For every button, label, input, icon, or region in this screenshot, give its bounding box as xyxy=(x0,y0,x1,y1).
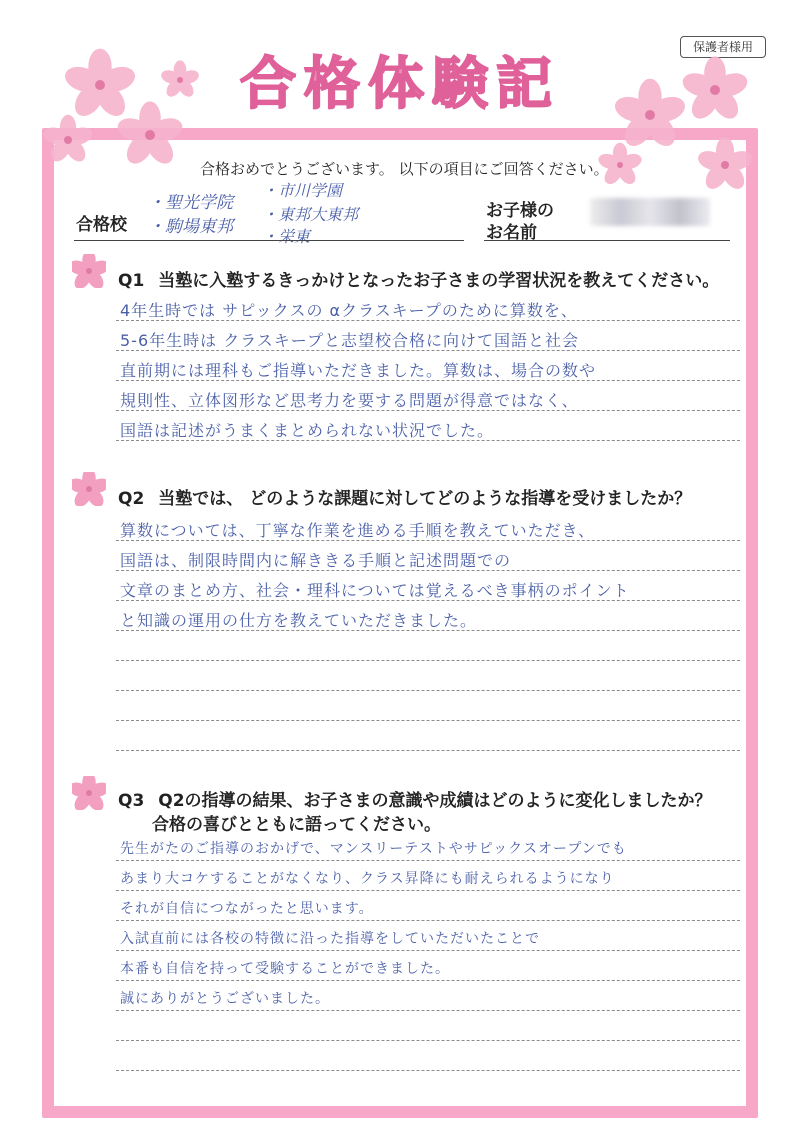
q1-answer-2: 5-6年生時は クラスキープと志望校合格に向けて国語と社会 xyxy=(120,331,579,350)
q3-number: Q3 xyxy=(118,791,145,811)
q2-answer-3: 文章のまとめ方、社会・理科については覚えるべき事柄のポイント xyxy=(120,581,630,600)
q3-line-5 xyxy=(116,980,740,981)
child-name-label-2: お名前 xyxy=(486,223,537,243)
q3-line-2 xyxy=(116,890,740,891)
audience-badge: 保護者様用 xyxy=(680,36,766,58)
intro-text: 合格おめでとうございます。 以下の項目にご回答ください。 xyxy=(200,160,609,178)
child-name-underline xyxy=(484,240,730,241)
q1-answer-5: 国語は記述がうまくまとめられない状況でした。 xyxy=(120,421,495,440)
q2-flower-icon xyxy=(72,472,106,506)
q1-text: 当塾に入塾するきっかけとなったお子さまの学習状況を教えてください。 xyxy=(158,271,720,291)
q1-answer-1: 4年生時では サピックスの αクラスキープのために算数を、 xyxy=(120,301,578,320)
q3-line-1 xyxy=(116,860,740,861)
q1-heading xyxy=(118,266,719,291)
school-label: 合格校 xyxy=(76,215,127,235)
q2-line-8 xyxy=(116,750,740,751)
q3-answer-4: 入試直前には各校の特徴に沿った指導をしていただいたことで xyxy=(120,931,540,947)
q2-line-6 xyxy=(116,690,740,691)
q2-text: 当塾では、 どのような課題に対してどのような指導を受けましたか？ xyxy=(158,489,692,509)
q1-answer-4: 規則性、立体図形など思考力を要する問題が得意ではなく、 xyxy=(120,391,579,410)
q3-heading-2: 合格の喜びとともに語ってください。 xyxy=(152,815,441,835)
school-3: ・市川学園 xyxy=(262,181,343,200)
q2-line-7 xyxy=(116,720,740,721)
school-2: ・駒場東邦 xyxy=(148,217,233,237)
q3-answer-3: それが自信につながったと思います。 xyxy=(120,901,374,917)
q3-answer-2: あまり大コケすることがなくなり、クラス昇降にも耐えられるようになり xyxy=(120,871,615,887)
q2-heading xyxy=(118,484,691,509)
q3-heading xyxy=(118,786,712,811)
school-1: ・聖光学院 xyxy=(148,193,233,213)
q3-line-6 xyxy=(116,1010,740,1011)
q1-flower-icon xyxy=(72,254,106,288)
q3-line-7 xyxy=(116,1040,740,1041)
q3-answer-5: 本番も自信を持って受験することができました。 xyxy=(120,961,450,977)
school-5: ・栄東 xyxy=(262,227,311,246)
child-name-label-1: お子様の xyxy=(486,201,554,221)
q1-number: Q1 xyxy=(118,271,145,291)
q2-number: Q2 xyxy=(118,489,145,509)
q3-answer-1: 先生がたのご指導のおかげで、マンスリーテストやサピックスオープンでも xyxy=(120,841,627,857)
q2-answer-1: 算数については、丁寧な作業を進める手順を教えていただき、 xyxy=(120,521,596,540)
child-name-redacted xyxy=(590,198,710,226)
school-4: ・東邦大東邦 xyxy=(262,205,359,224)
q2-answer-2: 国語は、制限時間内に解ききる手順と記述問題での xyxy=(120,551,512,570)
q3-text: Q2の指導の結果、お子さまの意識や成績はどのように変化しましたか？ xyxy=(158,791,712,811)
q1-answer-3: 直前期には理科もご指導いただきました。算数は、場合の数や xyxy=(120,361,597,380)
q3-flower-icon xyxy=(72,776,106,810)
q2-line-5 xyxy=(116,660,740,661)
school-underline xyxy=(74,240,464,241)
q2-answer-4: と知識の運用の仕方を教えていただきました。 xyxy=(120,611,478,630)
q3-line-4 xyxy=(116,950,740,951)
q3-line-8 xyxy=(116,1070,740,1071)
page-title: 合格体験記 xyxy=(240,52,560,117)
q3-answer-6: 誠にありがとうございました。 xyxy=(120,991,330,1007)
q3-line-3 xyxy=(116,920,740,921)
